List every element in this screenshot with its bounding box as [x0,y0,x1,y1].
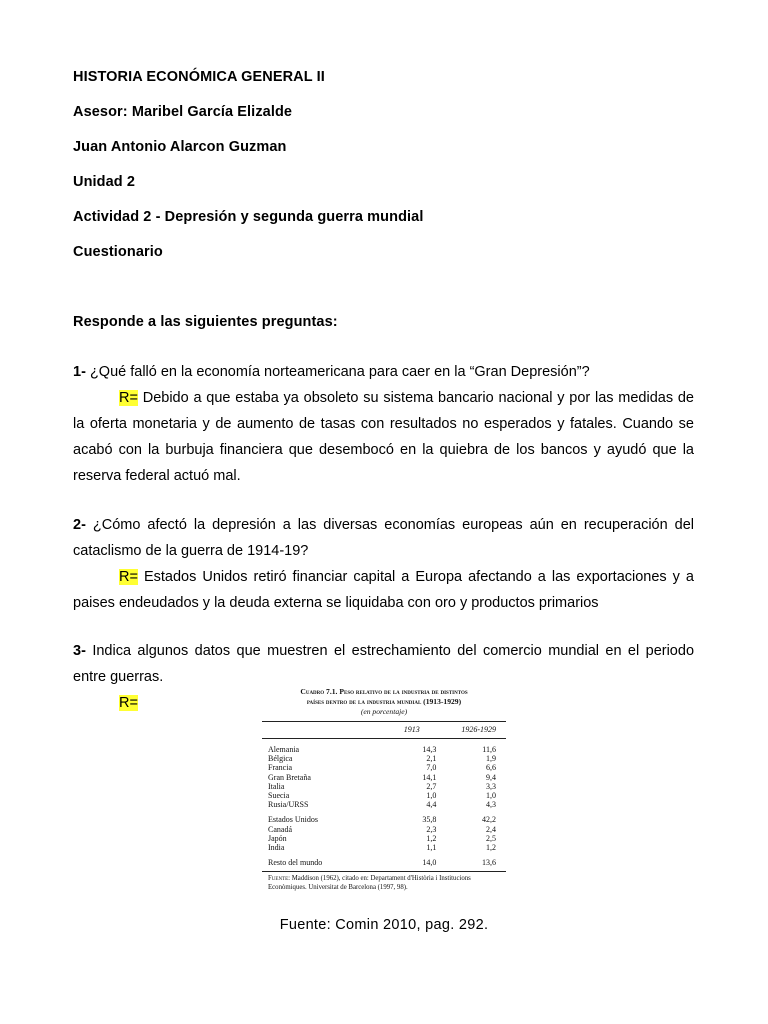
table-source: Fuente: Maddison (1962), citado en: Departament d'Història i Institucions Econòmiques. Universitat de Barcelona (1997, 98). [268,875,471,892]
table-header-cell: 1913 [403,725,420,734]
answer-label: R= [119,695,138,711]
table-title-line1: Peso relativo de la industria de distintos [339,687,468,696]
advisor-line: Asesor: Maribel García Elizalde [73,104,293,120]
table-row: Suecia 1,0 1,0 [268,791,496,801]
activity-line: Actividad 2 - Depresión y segunda guerra mundial [73,209,424,225]
student-name: Juan Antonio Alarcon Guzman [73,139,287,155]
table-row: Alemania 14,3 11,6 [268,745,496,754]
table-divider [262,738,506,739]
table-divider [262,871,506,872]
table-label: Cuadro 7.1. [300,687,338,696]
table-row: Canadá 2,3 2,4 [268,824,496,834]
answer-1 [73,385,694,489]
answer-label: R= [119,569,138,585]
table-header-cell: 1926-1929 [461,725,496,734]
table-title [262,687,506,697]
table-body [262,745,506,867]
table-row: Rusia/URSS 4,4 4,3 [268,800,496,810]
question-text: ¿Cómo afectó la depresión a las diversas economías europeas aún en recuperación del cataclismo de la guerra de 1914-19? [73,517,694,559]
table-row: Bélgica 2,1 1,9 [268,754,496,764]
document-type: Cuestionario [73,244,163,260]
table-row: Francia 7,0 6,6 [268,763,496,773]
figure-caption: Fuente: Comin 2010, pag. 292. [279,917,489,933]
instructions: Responde a las siguientes preguntas: [73,314,338,330]
course-title: HISTORIA ECONÓMICA GENERAL II [73,69,325,85]
question-number: 2- [73,517,86,533]
question-1 [73,359,694,489]
question-text: ¿Qué falló en la economía norteamericana para caer en la “Gran Depresión”? [89,364,590,380]
table-row: Japón 1,2 2,5 [268,833,496,843]
unit-line: Unidad 2 [73,174,136,190]
table-body [262,722,506,738]
table-row: India 1,1 1,2 [268,843,496,853]
table-title-line2: países dentro de la industria mundial (1913-1929) [306,697,462,706]
answer-text: Debido a que estaba ya obsoleto su sistema bancario nacional y por las medidas de la oferta monetaria y de aumento de tasas con resultados no esperados y fatales. Cuando se acabó con la burbuja financiera que desembocó en la quiebra de los bancos y ayudó que la reserva federal actuó mal. [73,390,694,484]
question-text: Indica algunos datos que muestren el estrechamiento del comercio mundial en el periodo entre guerras. [73,643,695,685]
industry-share-table [262,687,506,902]
question-number: 1- [73,364,86,380]
table-header-row [262,722,506,738]
table-row: Gran Bretaña 14,1 9,4 [268,772,496,782]
table-row: Resto del mundo 14,0 13,6 [268,858,496,868]
table-row: Italia 2,7 3,3 [268,781,496,791]
answer-2 [73,564,694,616]
table-header-cell [262,722,388,738]
table-subtitle: (en porcentaje) [360,707,408,716]
question-number: 3- [73,643,86,659]
answer-text: Estados Unidos retiró financiar capital a Europa afectando a las exportaciones y a paises endeudados y la deuda externa se liquidaba con oro y productos primarios [73,569,694,611]
question-2 [73,512,694,616]
answer-label: R= [119,390,138,406]
table-row: Estados Unidos 35,8 42,2 [268,815,496,825]
